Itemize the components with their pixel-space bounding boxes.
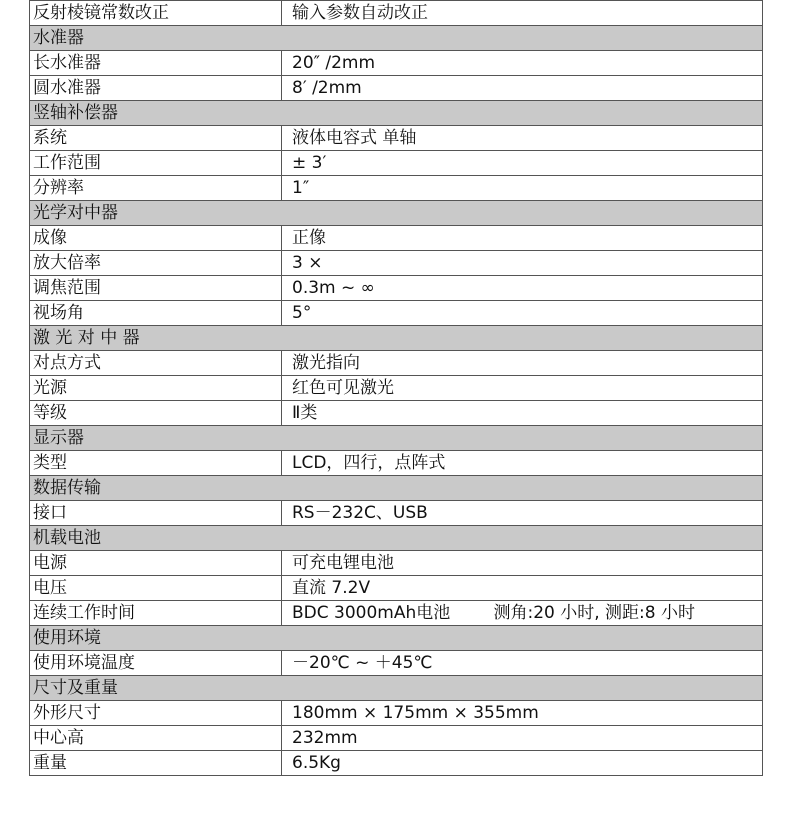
spec-value: 激光指向 [282, 351, 763, 376]
section-title: 数据传输 [30, 476, 763, 501]
spec-label: 中心高 [30, 726, 282, 751]
section-title: 使用环境 [30, 626, 763, 651]
spec-value: 液体电容式 单轴 [282, 126, 763, 151]
spec-value: 232mm [282, 726, 763, 751]
spec-label: 使用环境温度 [30, 651, 282, 676]
spec-value: ± 3′ [282, 151, 763, 176]
spec-label: 重量 [30, 751, 282, 776]
spec-value: 0.3m ~ ∞ [282, 276, 763, 301]
spec-label: 等级 [30, 401, 282, 426]
spec-row [30, 401, 763, 426]
spec-label: 视场角 [30, 301, 282, 326]
spec-label: 外形尺寸 [30, 701, 282, 726]
section-title: 光学对中器 [30, 201, 763, 226]
spec-value: 正像 [282, 226, 763, 251]
spec-row [30, 151, 763, 176]
section-header-row [30, 426, 763, 451]
spec-value: 180mm × 175mm × 355mm [282, 701, 763, 726]
spec-label: 系统 [30, 126, 282, 151]
spec-label: 成像 [30, 226, 282, 251]
spec-row [30, 726, 763, 751]
spec-label: 电源 [30, 551, 282, 576]
section-title: 机载电池 [30, 526, 763, 551]
section-title: 尺寸及重量 [30, 676, 763, 701]
spec-label: 接口 [30, 501, 282, 526]
section-header-row [30, 201, 763, 226]
spec-table [29, 0, 763, 776]
spec-value: 红色可见激光 [282, 376, 763, 401]
spec-row [30, 501, 763, 526]
spec-row [30, 76, 763, 101]
spec-value: 可充电锂电池 [282, 551, 763, 576]
section-header-row [30, 526, 763, 551]
spec-label: 调焦范围 [30, 276, 282, 301]
section-title: 竖轴补偿器 [30, 101, 763, 126]
spec-table-body [30, 1, 763, 776]
spec-label: 光源 [30, 376, 282, 401]
spec-value: 1″ [282, 176, 763, 201]
spec-label: 圆水准器 [30, 76, 282, 101]
spec-label: 长水准器 [30, 51, 282, 76]
spec-value: 8′ /2mm [282, 76, 763, 101]
spec-label: 对点方式 [30, 351, 282, 376]
spec-label: 工作范围 [30, 151, 282, 176]
spec-value: RS－232C、USB [282, 501, 763, 526]
spec-row [30, 301, 763, 326]
spec-row [30, 276, 763, 301]
spec-value: －20℃ ~ ＋45℃ [282, 651, 763, 676]
spec-row [30, 601, 763, 626]
spec-row [30, 126, 763, 151]
section-header-row [30, 626, 763, 651]
spec-row [30, 576, 763, 601]
section-title: 显示器 [30, 426, 763, 451]
section-title: 激 光 对 中 器 [30, 326, 763, 351]
section-header-row [30, 326, 763, 351]
spec-row [30, 551, 763, 576]
spec-label: 反射棱镜常数改正 [30, 1, 282, 26]
spec-row [30, 226, 763, 251]
spec-value: 直流 7.2V [282, 576, 763, 601]
spec-label: 电压 [30, 576, 282, 601]
section-header-row [30, 26, 763, 51]
spec-row [30, 251, 763, 276]
section-title: 水准器 [30, 26, 763, 51]
spec-value: 3 × [282, 251, 763, 276]
spec-value: 6.5Kg [282, 751, 763, 776]
spec-value: Ⅱ类 [282, 401, 763, 426]
spec-row [30, 1, 763, 26]
spec-value: 输入参数自动改正 [282, 1, 763, 26]
section-header-row [30, 101, 763, 126]
spec-label: 类型 [30, 451, 282, 476]
spec-label: 放大倍率 [30, 251, 282, 276]
spec-label: 连续工作时间 [30, 601, 282, 626]
spec-row [30, 751, 763, 776]
spec-row [30, 451, 763, 476]
section-header-row [30, 476, 763, 501]
spec-value: 20″ /2mm [282, 51, 763, 76]
spec-value: 5° [282, 301, 763, 326]
spec-row [30, 351, 763, 376]
spec-row [30, 701, 763, 726]
spec-row [30, 376, 763, 401]
spec-value: LCD，四行，点阵式 [282, 451, 763, 476]
spec-label: 分辨率 [30, 176, 282, 201]
spec-row [30, 51, 763, 76]
spec-row [30, 176, 763, 201]
spec-row [30, 651, 763, 676]
section-header-row [30, 676, 763, 701]
spec-value: BDC 3000mAh电池 测角:20 小时, 测距:8 小时 [282, 601, 763, 626]
